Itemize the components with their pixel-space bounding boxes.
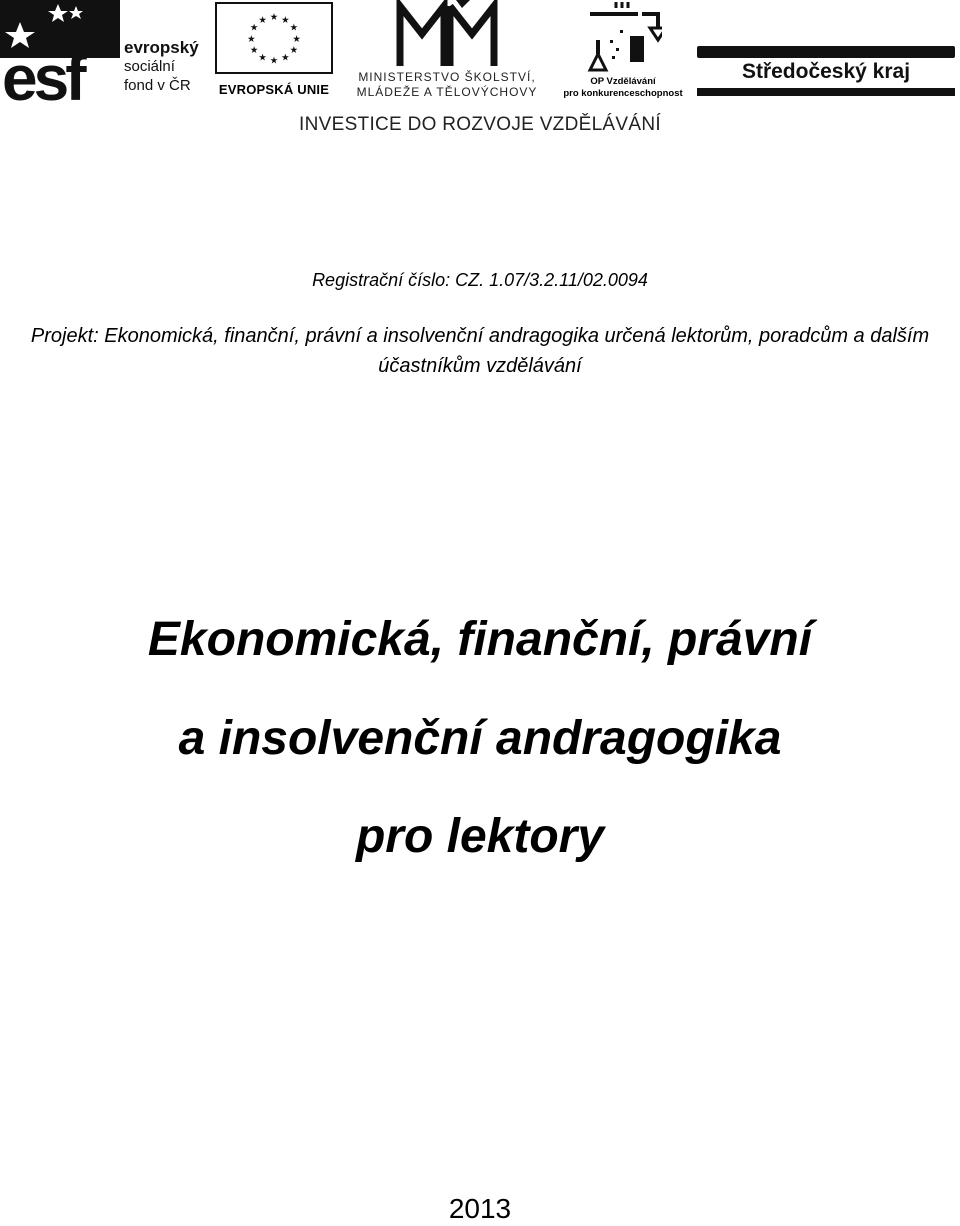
svg-text:★: ★ (269, 12, 279, 24)
esf-text-line2: sociální (124, 58, 175, 75)
svg-text:★: ★ (281, 52, 290, 64)
msmt-mark-icon (392, 0, 500, 72)
svg-text:★: ★ (249, 22, 259, 34)
svg-text:esf: esf (2, 42, 83, 104)
logo-header (0, 0, 960, 140)
svg-text:★: ★ (289, 45, 299, 57)
eu-flag-icon (215, 2, 333, 74)
msmt-caption-line2: MLÁDEŽE A TĚLOVÝCHOVY (356, 85, 538, 99)
svg-text:★: ★ (281, 14, 290, 26)
msmt-caption (342, 70, 552, 100)
title-line2: a insolvenční andragogika (178, 712, 782, 765)
header-tagline: INVESTICE DO ROZVOJE VZDĚLÁVÁNÍ (299, 114, 661, 135)
svg-text:★: ★ (258, 14, 267, 26)
svg-text:★: ★ (247, 33, 256, 45)
svg-text:★: ★ (289, 22, 299, 34)
op-logo (556, 0, 690, 104)
svg-text:★: ★ (249, 45, 259, 57)
eu-logo (213, 0, 335, 104)
svg-text:★: ★ (258, 52, 267, 64)
publication-year: 2013 (448, 1193, 512, 1224)
op-mark-icon (586, 0, 662, 74)
project-description (0, 321, 960, 381)
kraj-bottom-bar (697, 88, 955, 96)
msmt-logo (342, 0, 552, 104)
kraj-logo (697, 46, 957, 100)
kraj-text: Středočeský kraj (741, 60, 911, 83)
esf-logo (0, 0, 205, 104)
svg-text:★: ★ (292, 33, 301, 45)
project-line2: účastníkům vzdělávání (378, 355, 582, 377)
project-line1: Projekt: Ekonomická, finanční, právní a insolvenční andragogika určená lektorům, poradcům a dalším (30, 325, 930, 347)
eu-caption: EVROPSKÁ UNIE (218, 82, 330, 97)
esf-text-line3: fond v ČR (124, 77, 191, 94)
svg-text:★: ★ (269, 55, 279, 67)
esf-text-line1: evropský (124, 38, 199, 57)
msmt-caption-line1: MINISTERSTVO ŠKOLSTVÍ, (358, 70, 536, 84)
title-line3: pro lektory (355, 810, 605, 863)
esf-text (124, 38, 199, 95)
op-caption (556, 76, 690, 100)
registration-number: Registrační číslo: CZ. 1.07/3.2.11/02.0094 (312, 270, 648, 290)
op-caption-line2: pro konkurenceschopnost (563, 88, 683, 99)
title-line1: Ekonomická, finanční, právní (147, 613, 813, 666)
esf-mark-icon (0, 0, 120, 104)
op-caption-line1: OP Vzdělávání (590, 76, 656, 87)
